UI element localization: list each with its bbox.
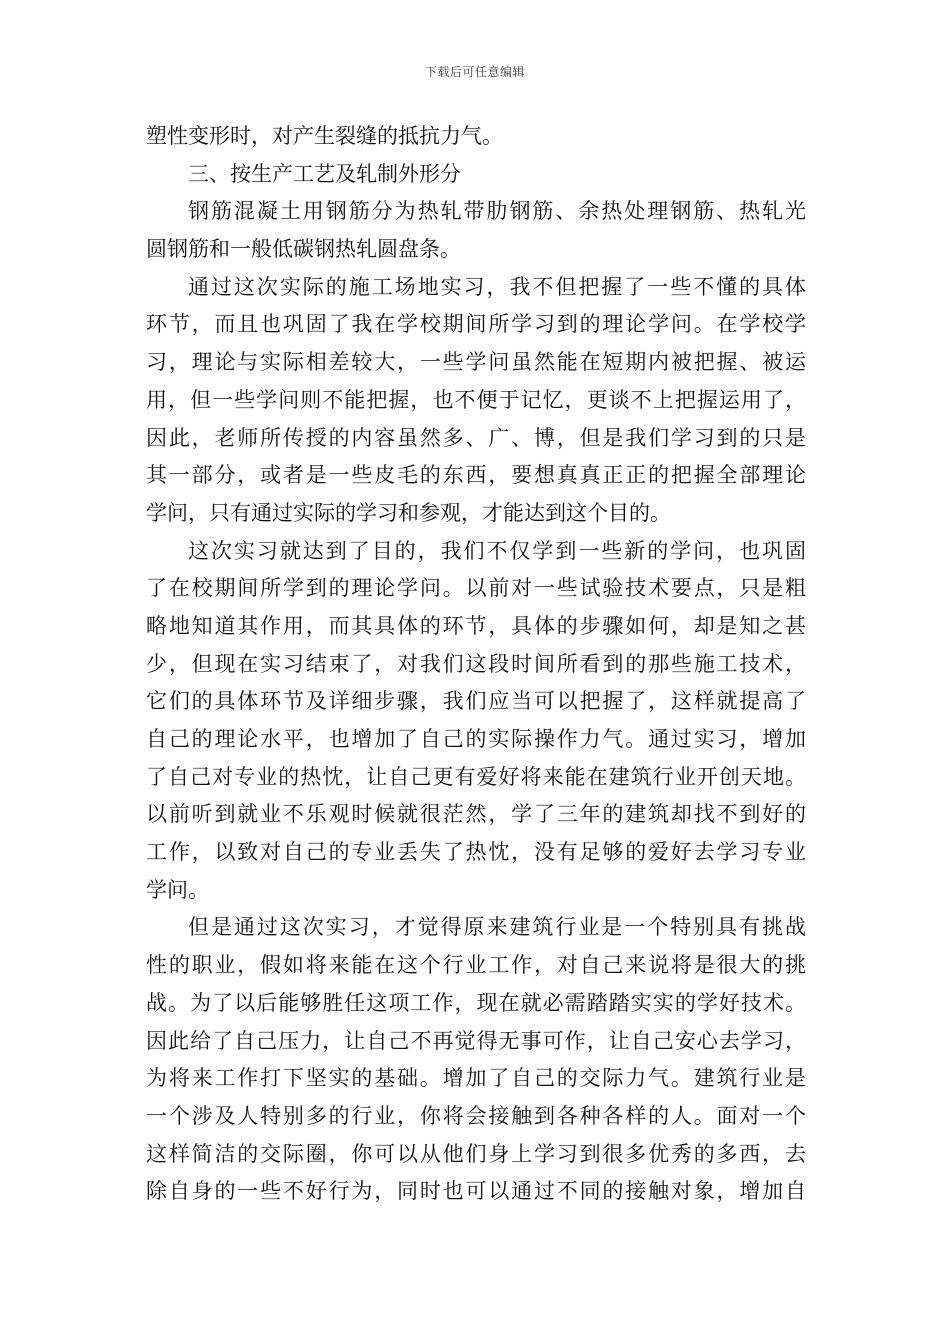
text-line: 以前听到就业不乐观时候就很茫然，学了三年的建筑却找不到好的 [146, 802, 806, 827]
text-line: 战。为了以后能够胜任这项工作，现在就必需踏踏实实的学好技术。 [146, 990, 806, 1015]
text-line: 习，理论与实际相差较大，一些学问虽然能在短期内被把握、被运 [146, 350, 806, 375]
text-line: 工作，以致对自己的专业丢失了热忱，没有足够的爱好去学习专业 [146, 840, 806, 865]
text-line: 塑性变形时，对产生裂缝的抵抗力气。 [146, 124, 503, 148]
text-line: 用，但一些学问则不能把握，也不便于记忆，更谈不上把握运用了， [146, 387, 806, 412]
text-line: 圆钢筋和一般低碳钢热轧圆盘条。 [146, 237, 461, 262]
text-line: 学问，只有通过实际的学习和参观，才能达到这个目的。 [146, 500, 671, 525]
header-note: 下载后可任意编辑 [424, 65, 525, 79]
text-line: 了自己对专业的热忱，让自己更有爱好将来能在建筑行业开创天地。 [146, 764, 806, 789]
text-line: 这样简洁的交际圈，你可以从他们身上学习到很多优秀的多西，去 [146, 1141, 806, 1166]
text-line: 一个涉及人特别多的行业，你将会接触到各种各样的人。面对一个 [146, 1103, 806, 1128]
text-line: 少，但现在实习结束了，对我们这段时间所看到的那些施工技术， [146, 651, 806, 676]
text-line: 环节，而且也巩固了我在学校期间所学习到的理论学问。在学校学 [146, 312, 806, 337]
text-line: 它们的具体环节及详细步骤，我们应当可以把握了，这样就提高了 [146, 689, 806, 714]
document-body [146, 118, 806, 1211]
text-line: 除自身的一些不好行为，同时也可以通过不同的接触对象，增加自 [146, 1179, 806, 1204]
text-line: 因此给了自己压力，让自己不再觉得无事可作，让自己安心去学习， [146, 1028, 806, 1053]
text-line: 三、按生产工艺及轧制外形分 [188, 161, 461, 186]
text-line: 为将来工作打下坚实的基础。增加了自己的交际力气。建筑行业是 [146, 1066, 806, 1091]
text-line: 其一部分，或者是一些皮毛的东西，要想真真正正的把握全部理论 [146, 463, 806, 488]
text-line: 了在校期间所学到的理论学问。以前对一些试验技术要点，只是粗 [146, 576, 806, 601]
text-line: 性的职业，假如将来能在这个行业工作，对自己来说将是很大的挑 [146, 953, 806, 978]
text-line: 但是通过这次实习，才觉得原来建筑行业是一个特别具有挑战 [188, 915, 806, 940]
text-line: 自己的理论水平，也增加了自己的实际操作力气。通过实习，增加 [146, 727, 806, 751]
text-line: 学问。 [146, 877, 209, 902]
text-line: 通过这次实际的施工场地实习，我不但把握了一些不懂的具体 [188, 274, 806, 299]
text-line: 略地知道其作用，而其具体的环节，具体的步骤如何，却是知之甚 [146, 613, 806, 638]
text-line: 钢筋混凝土用钢筋分为热轧带肋钢筋、余热处理钢筋、热轧光 [188, 199, 806, 224]
text-line: 因此，老师所传授的内容虽然多、广、博，但是我们学习到的只是 [146, 425, 806, 450]
text-line: 这次实习就达到了目的，我们不仅学到一些新的学问，也巩固 [188, 538, 806, 563]
